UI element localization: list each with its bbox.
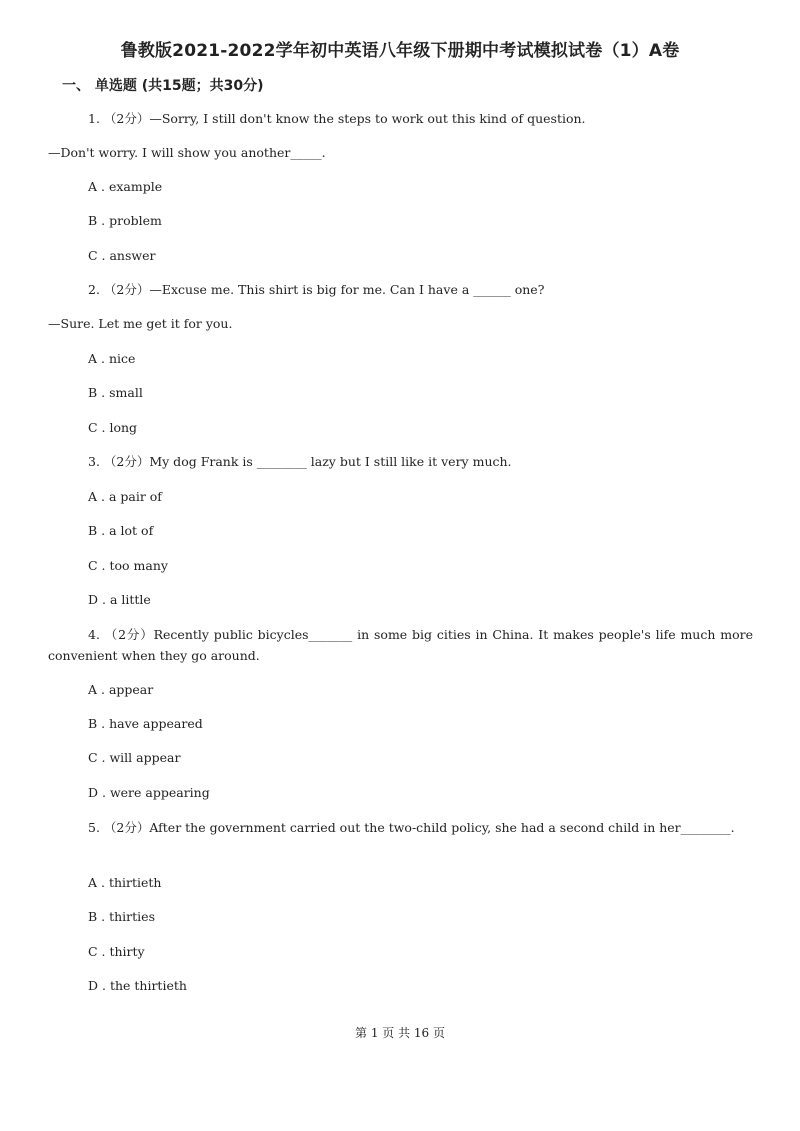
question-5-option-a: A . thirtieth xyxy=(88,875,162,890)
question-1-stem-reply: —Don't worry. I will show you another_____. xyxy=(48,145,326,160)
question-2-stem-reply: —Sure. Let me get it for you. xyxy=(48,316,233,331)
question-4-option-b: B . have appeared xyxy=(88,716,203,731)
question-5-option-b: B . thirties xyxy=(88,909,155,924)
question-5-option-c: C . thirty xyxy=(88,944,145,959)
question-3-stem: 3. （2分）My dog Frank is ________ lazy but I still like it very much. xyxy=(88,454,512,469)
page-footer: 第 1 页 共 16 页 xyxy=(355,1026,445,1040)
question-3-option-b: B . a lot of xyxy=(88,523,154,538)
question-1-stem: 1. （2分）—Sorry, I still don't know the steps to work out this kind of question. xyxy=(88,111,586,126)
question-1-option-b: B . problem xyxy=(88,213,162,228)
question-2-option-c: C . long xyxy=(88,420,138,435)
question-5-option-d: D . the thirtieth xyxy=(88,978,187,993)
question-3-option-c: C . too many xyxy=(88,558,168,573)
question-1-option-a: A . example xyxy=(88,179,163,194)
question-1-option-c: C . answer xyxy=(88,248,156,263)
question-2-option-a: A . nice xyxy=(88,351,136,366)
exam-title: 鲁教版2021-2022学年初中英语八年级下册期中考试模拟试卷（1）A卷 xyxy=(120,41,680,61)
question-2-option-b: B . small xyxy=(88,385,143,400)
section-heading: 一、 单选题 (共15题；共30分) xyxy=(62,78,264,94)
question-4-option-c: C . will appear xyxy=(88,750,181,765)
question-3-option-a: A . a pair of xyxy=(88,489,162,504)
question-4-option-d: D . were appearing xyxy=(88,785,210,800)
question-4-stem: 4. （2分）Recently public bicycles_______ in some big cities in China. It makes people's life much more convenient when they go around. xyxy=(48,627,753,663)
question-5-stem: 5. （2分）After the government carried out the two-child policy, she had a second child in her________. xyxy=(88,820,735,835)
question-4-option-a: A . appear xyxy=(88,682,154,697)
question-2-stem: 2. （2分）—Excuse me. This shirt is big for me. Can I have a ______ one? xyxy=(88,282,545,297)
question-3-option-d: D . a little xyxy=(88,592,151,607)
